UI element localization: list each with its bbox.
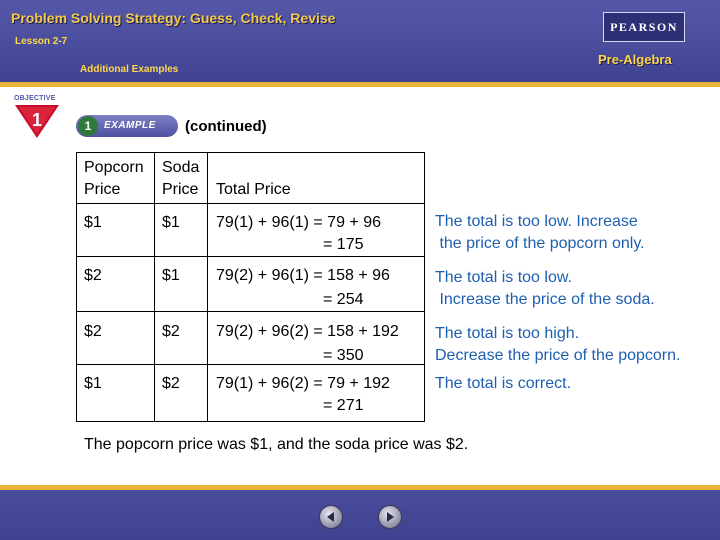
table-cell-calc: 79(2) + 96(2) = 158 + 192 [216, 323, 399, 340]
section-label: Additional Examples [80, 64, 179, 75]
row-divider [77, 364, 424, 365]
table-cell-popcorn: $1 [84, 214, 102, 231]
header-popcorn [84, 157, 144, 201]
column-divider [154, 153, 155, 421]
example-label: EXAMPLE [104, 120, 156, 131]
objective-triangle-icon [12, 95, 64, 140]
table-cell-result: = 350 [323, 347, 364, 364]
table-cell-calc: 79(2) + 96(1) = 158 + 96 [216, 267, 390, 284]
objective-badge [12, 95, 64, 140]
row-note: The total is too low. Increase [435, 213, 638, 230]
publisher-name: PEARSON [610, 19, 678, 34]
table-cell-calc: 79(1) + 96(1) = 79 + 96 [216, 214, 381, 231]
header-soda [162, 157, 199, 201]
table-cell-calc: 79(1) + 96(2) = 79 + 192 [216, 375, 390, 392]
header-popcorn-line2: Price [84, 181, 121, 198]
row-note: Decrease the price of the popcorn. [435, 347, 681, 364]
conclusion-text: The popcorn price was $1, and the soda price was $2. [84, 436, 469, 453]
header-popcorn-line1: Popcorn [84, 159, 144, 176]
footer-bar [0, 490, 720, 540]
header-soda-line2: Price [162, 181, 199, 198]
row-divider [77, 203, 424, 204]
table-cell-popcorn: $2 [84, 267, 102, 284]
table-cell-popcorn: $1 [84, 375, 102, 392]
table-cell-result: = 271 [323, 397, 364, 414]
header-divider [0, 82, 720, 87]
table-cell-soda: $1 [162, 267, 180, 284]
example-number: 1 [78, 116, 98, 136]
pearson-logo [603, 12, 685, 42]
row-divider [77, 311, 424, 312]
next-slide-button[interactable] [378, 505, 402, 529]
lesson-number: Lesson 2-7 [15, 36, 68, 47]
header-total: Total Price [216, 181, 291, 198]
row-note: The total is correct. [435, 375, 572, 392]
table-cell-result: = 175 [323, 236, 364, 253]
objective-number: 1 [31, 110, 43, 130]
continued-label: (continued) [185, 118, 267, 135]
previous-slide-button[interactable] [319, 505, 343, 529]
course-name: Pre-Algebra [598, 52, 672, 67]
arrow-left-icon [324, 510, 338, 524]
row-note: The total is too high. [435, 325, 580, 342]
table-cell-soda: $2 [162, 375, 180, 392]
arrow-right-icon [383, 510, 397, 524]
header-soda-line1: Soda [162, 159, 200, 176]
column-divider [207, 153, 208, 421]
lesson-title: Problem Solving Strategy: Guess, Check, Revise [11, 10, 336, 26]
row-note: Increase the price of the soda. [435, 291, 655, 308]
table-cell-soda: $1 [162, 214, 180, 231]
row-note: the price of the popcorn only. [435, 235, 645, 252]
row-note: The total is too low. [435, 269, 572, 286]
objective-label: OBJECTIVE [14, 95, 56, 102]
table-cell-result: = 254 [323, 291, 364, 308]
guess-check-table [76, 152, 425, 422]
row-divider [77, 256, 424, 257]
table-cell-popcorn: $2 [84, 323, 102, 340]
table-cell-soda: $2 [162, 323, 180, 340]
